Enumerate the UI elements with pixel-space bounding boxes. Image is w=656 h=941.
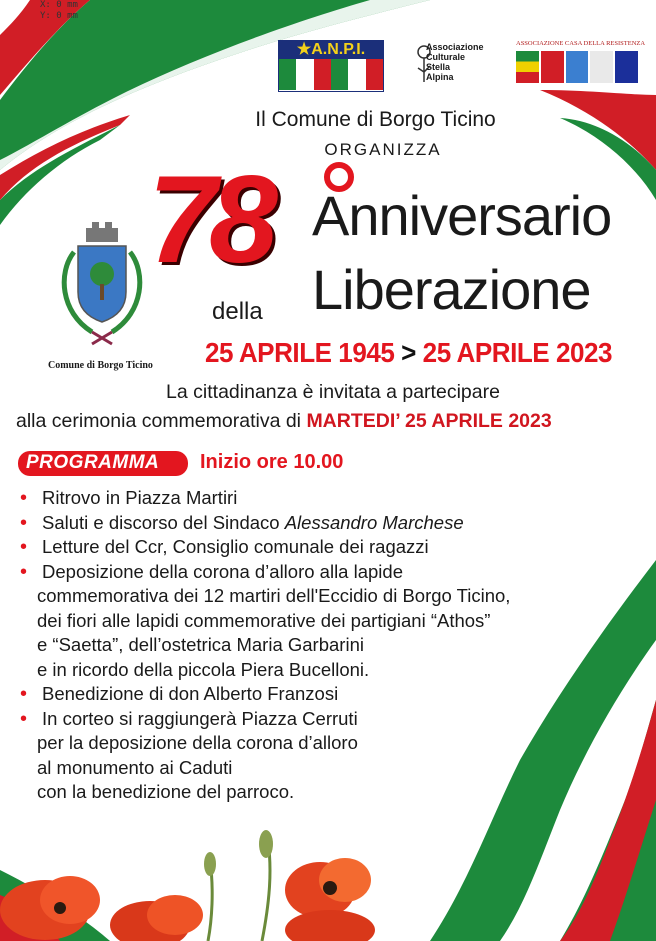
list-item-text: commemorativa dei 12 martiri dell'Eccidio di Borgo Ticino,	[37, 585, 511, 606]
poppy-flowers-icon	[0, 830, 420, 941]
start-time: Inizio ore 10.00	[200, 451, 344, 473]
crest-label: Comune di Borgo Ticino	[48, 360, 153, 371]
list-item	[20, 560, 620, 683]
anpi-logo	[278, 40, 384, 92]
program-list	[20, 486, 620, 805]
list-item-text: con la benedizione del parroco.	[37, 781, 295, 802]
anpi-logo-text: A.N.P.I.	[311, 41, 366, 58]
invitation-line-2	[16, 410, 552, 433]
coordinate-x: X: 0 mm	[40, 0, 78, 10]
list-item	[20, 486, 620, 511]
organizza-label: ORGANIZZA	[324, 140, 442, 159]
list-item	[20, 707, 620, 805]
coordinate-readout	[40, 0, 78, 22]
list-item-text: Deposizione della corona d’alloro alla lapide	[42, 560, 403, 582]
list-item	[20, 535, 620, 560]
list-item-text: Ritrovo in Piazza Martiri	[42, 487, 238, 508]
stella-logo-line-1: Associazione	[426, 42, 484, 52]
liberazione-title: Liberazione	[312, 258, 591, 321]
organizer-line: Il Comune di Borgo Ticino	[255, 108, 496, 131]
list-item-text: Letture del Ccr, Consiglio comunale dei ragazzi	[42, 536, 429, 557]
casa-resistenza-logo	[516, 40, 646, 90]
sponsor-logos	[270, 40, 650, 90]
bullet-icon: •	[20, 560, 28, 583]
list-item-text: e “Saetta”, dell’ostetrica Maria Garbarini	[37, 634, 364, 655]
date-range	[205, 337, 612, 369]
bullet-icon: •	[20, 683, 28, 705]
list-item	[20, 511, 620, 536]
anniversario-title: Anniversario	[312, 184, 612, 247]
stella-alpina-logo	[412, 40, 492, 90]
list-item-text: In corteo si raggiungerà Piazza Cerruti	[42, 707, 358, 729]
bullet-icon: •	[20, 707, 28, 730]
date-end: 25 APRILE 2023	[422, 337, 613, 368]
mayor-name: Alessandro Marchese	[284, 511, 464, 533]
anniversary-number: 78	[148, 151, 270, 289]
bullet-icon: •	[20, 536, 28, 558]
della-word: della	[212, 298, 263, 325]
date-start: 25 APRILE 1945	[205, 337, 395, 368]
list-item-text: per la deposizione della corona d’alloro	[37, 732, 358, 753]
ceremony-date: MARTEDI’ 25 APRILE 2023	[306, 410, 552, 432]
municipal-crest-icon	[52, 222, 152, 357]
stella-logo-line-4: Alpina	[426, 72, 454, 82]
bullet-icon: •	[20, 487, 28, 509]
programma-label: PROGRAMMA	[26, 452, 160, 473]
stella-logo-line-3: Stella	[426, 62, 451, 72]
stella-logo-line-2: Culturale	[426, 52, 466, 62]
coordinate-y: Y: 0 mm	[40, 11, 78, 21]
list-item-text: Saluti e discorso del Sindaco	[42, 511, 285, 533]
list-item-text: Benedizione di don Alberto Franzosi	[42, 683, 339, 704]
list-item-text: dei fiori alle lapidi commemorative dei partigiani “Athos”	[37, 609, 491, 631]
list-item	[20, 682, 620, 707]
invitation-line-2-prefix: alla cerimonia commemorativa di	[16, 410, 307, 432]
casa-logo-text: ASSOCIAZIONE CASA DELLA RESISTENZA	[516, 40, 646, 47]
list-item-text: al monumento ai Caduti	[37, 756, 233, 778]
bullet-icon: •	[20, 511, 28, 534]
list-item-text: e in ricordo della piccola Piera Bucelloni.	[37, 658, 370, 680]
date-arrow: >	[401, 337, 416, 368]
invitation-line-1: La cittadinanza è invitata a partecipare	[166, 381, 500, 403]
star-icon: ★	[296, 41, 312, 58]
